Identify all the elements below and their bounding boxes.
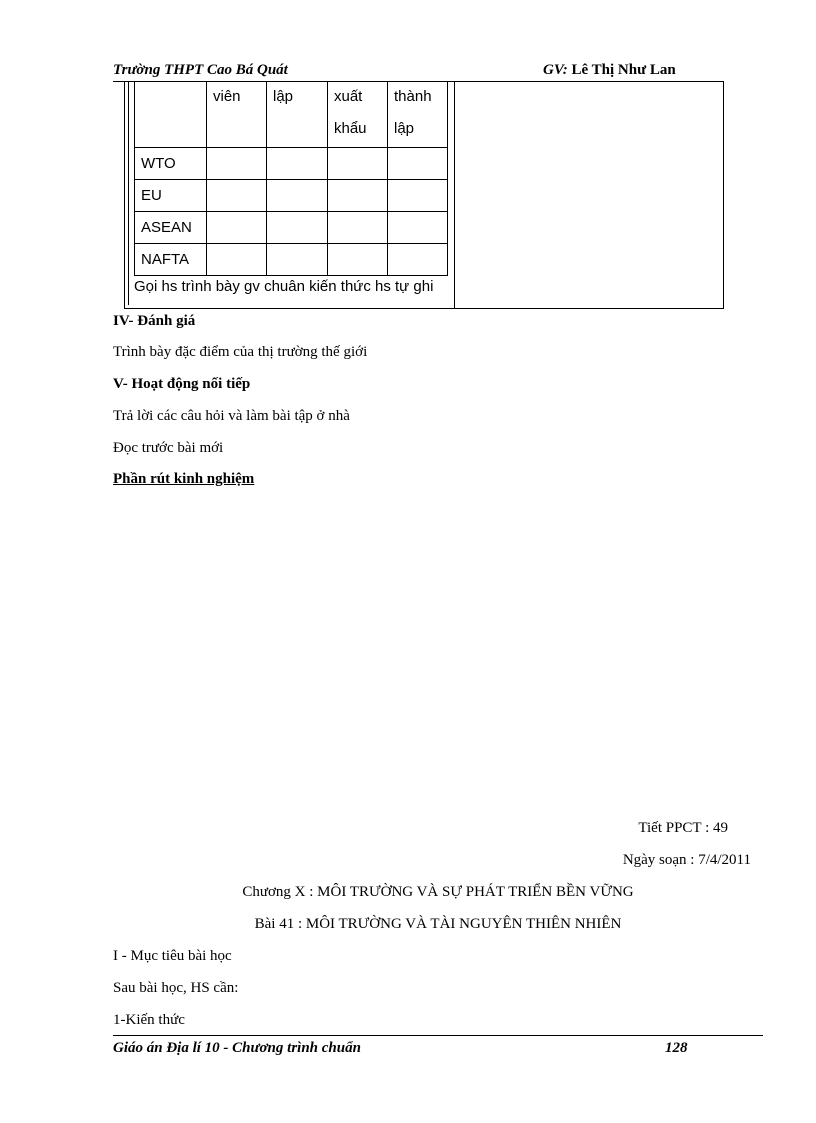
noi-tiep-line1: Trả lời các câu hỏi và làm bài tập ở nhà xyxy=(113,408,350,424)
header-teacher xyxy=(543,62,676,79)
teacher-name: Lê Thị Như Lan xyxy=(571,62,676,78)
table-cell xyxy=(267,147,328,179)
sau-bai-text: Sau bài học, HS cần: xyxy=(113,980,239,996)
chuong-title: Chương X : MÔI TRƯỜNG VÀ SỰ PHÁT TRIỂN BỀN VỮNG xyxy=(242,884,634,900)
row-label-asean: ASEAN xyxy=(135,211,207,243)
table-cell xyxy=(207,147,267,179)
danh-gia-heading: IV- Đánh giá xyxy=(113,313,196,329)
table-note: Gọi hs trình bày gv chuân kiến thức hs tự ghi xyxy=(134,278,434,295)
table-cell xyxy=(135,81,207,147)
table-header-row xyxy=(135,81,448,147)
table-cell xyxy=(267,243,328,275)
noi-tiep-heading: V- Hoạt động nối tiếp xyxy=(113,376,251,392)
table-cell xyxy=(328,243,388,275)
rut-kinh-nghiem-heading: Phần rút kinh nghiệm xyxy=(113,471,255,487)
table-row xyxy=(135,147,448,179)
table-cell: xuất khẩu xyxy=(328,81,388,147)
bai-title: Bài 41 : MÔI TRƯỜNG VÀ TÀI NGUYÊN THIÊN NHIÊN xyxy=(254,916,622,932)
table-cell xyxy=(328,179,388,211)
lesson-table-left-border xyxy=(128,81,129,305)
table-cell xyxy=(388,147,448,179)
table-cell xyxy=(207,243,267,275)
header-school: Trường THPT Cao Bá Quát xyxy=(113,62,288,78)
table-cell xyxy=(207,211,267,243)
table-cell xyxy=(267,179,328,211)
footer-rule xyxy=(113,1035,763,1036)
muc-tieu-heading: I - Mục tiêu bài học xyxy=(113,948,232,964)
noi-tiep-line2: Đọc trước bài mới xyxy=(113,440,224,456)
page-number: 128 xyxy=(665,1040,688,1056)
table-cell xyxy=(267,211,328,243)
tiet-ppct: Tiết PPCT : 49 xyxy=(638,820,728,836)
teacher-prefix: GV: xyxy=(543,62,568,78)
table-row xyxy=(135,211,448,243)
footer-title: Giáo án Địa lí 10 - Chương trình chuẩn xyxy=(113,1040,361,1056)
row-label-nafta: NAFTA xyxy=(135,243,207,275)
table-cell: lập xyxy=(267,81,328,147)
organization-table xyxy=(134,81,448,276)
table-row xyxy=(135,179,448,211)
kien-thuc-heading: 1-Kiến thức xyxy=(113,1012,185,1028)
table-cell xyxy=(388,243,448,275)
table-cell xyxy=(388,211,448,243)
lesson-table-column-divider xyxy=(454,81,455,309)
ngay-soan: Ngày soạn : 7/4/2011 xyxy=(622,852,751,868)
table-cell: thành lập xyxy=(388,81,448,147)
table-cell xyxy=(328,147,388,179)
table-cell xyxy=(207,179,267,211)
row-label-eu: EU xyxy=(135,179,207,211)
table-cell: viên xyxy=(207,81,267,147)
table-cell xyxy=(328,211,388,243)
table-cell xyxy=(388,179,448,211)
row-label-wto: WTO xyxy=(135,147,207,179)
table-row xyxy=(135,243,448,275)
danh-gia-text: Trình bày đặc điểm của thị trường thế giới xyxy=(113,344,368,360)
